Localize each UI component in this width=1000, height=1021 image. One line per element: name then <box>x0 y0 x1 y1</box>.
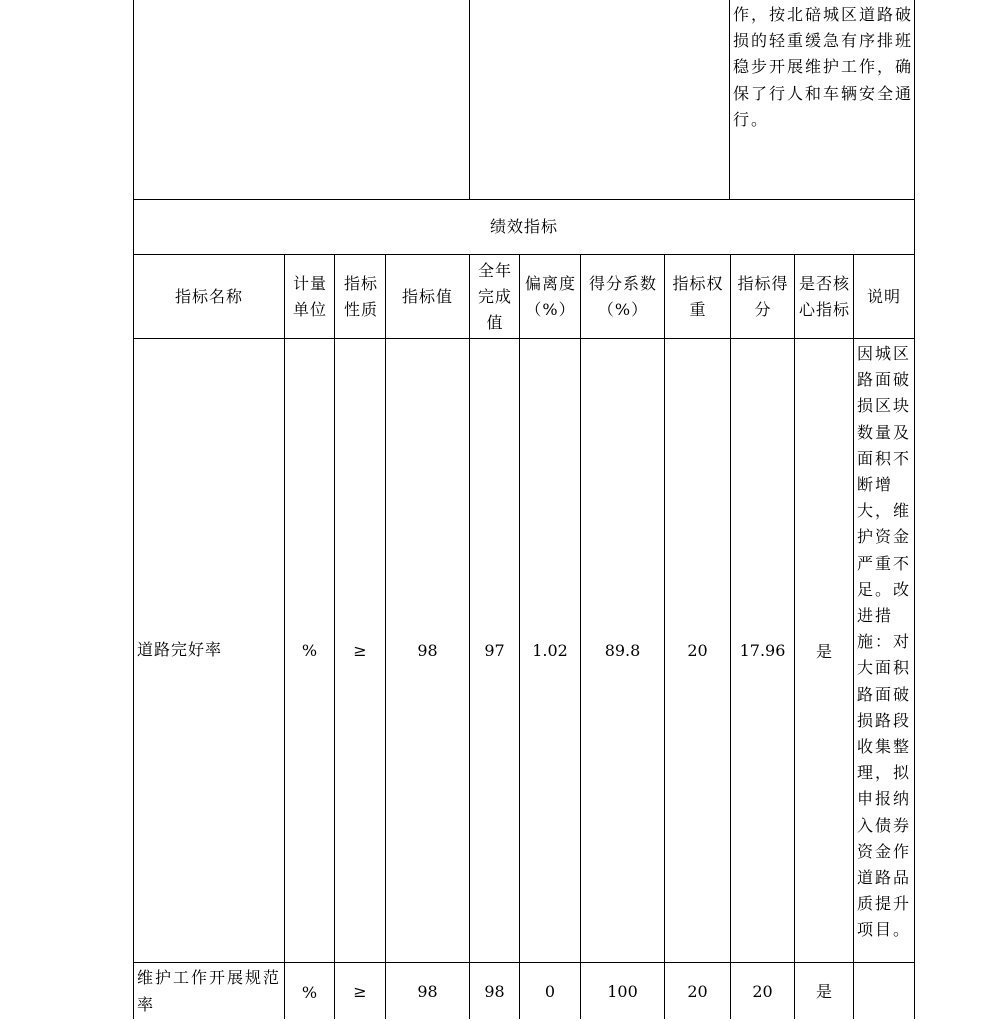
row1-unit: % <box>301 641 318 660</box>
row1-deviation: 1.02 <box>532 641 568 660</box>
header-note: 说明 <box>866 286 901 306</box>
row1-core: 是 <box>815 642 832 661</box>
header-nature: 指标性质 <box>343 273 378 319</box>
top-row-description: 作，按北碚城区道路破损的轻重缓急有序排班稳步开展维护工作，确保了行人和车辆安全通行。 <box>733 5 914 129</box>
header-unit: 计量单位 <box>292 273 327 319</box>
header-coefficient: 得分系数（%） <box>588 273 657 319</box>
row1-score: 17.96 <box>739 641 786 660</box>
row2-note <box>857 964 914 1018</box>
row2-score: 20 <box>752 981 773 1001</box>
header-weight: 指标权重 <box>672 273 724 319</box>
row1-name: 道路完好率 <box>137 640 223 659</box>
row2-actual: 98 <box>484 981 505 1001</box>
row2-value: 98 <box>417 981 438 1001</box>
row1-note: 因城区路面破损区块数量及面积不断增大，维护资金严重不足。改进措施：对大面积路面破损路段收集整理，拟申报纳入债券资金作道路品质提升项目。 <box>857 344 912 940</box>
row2-name: 维护工作开展规范率 <box>137 968 282 1014</box>
header-deviation: 偏离度（%） <box>524 273 576 319</box>
top-row-cell-1 <box>134 0 469 199</box>
row2-coefficient: 100 <box>607 981 638 1001</box>
row2-weight: 20 <box>687 981 708 1001</box>
row2-unit: % <box>301 982 318 1002</box>
row1-coefficient: 89.8 <box>604 641 641 660</box>
row1-nature: ≥ <box>353 641 367 660</box>
top-row-cell-2 <box>470 0 729 199</box>
section-title: 绩效指标 <box>489 217 558 236</box>
header-score: 指标得分 <box>737 273 789 319</box>
header-name: 指标名称 <box>174 286 243 306</box>
row2-deviation: 0 <box>544 981 556 1001</box>
row2-core: 是 <box>815 981 832 1001</box>
header-core: 是否核心指标 <box>798 273 850 319</box>
header-value: 指标值 <box>401 286 453 306</box>
row2-nature: ≥ <box>353 981 367 1001</box>
row1-value: 98 <box>417 641 438 660</box>
row1-weight: 20 <box>687 641 708 660</box>
row1-actual: 97 <box>484 641 505 660</box>
header-actual: 全年完成值 <box>477 260 512 332</box>
